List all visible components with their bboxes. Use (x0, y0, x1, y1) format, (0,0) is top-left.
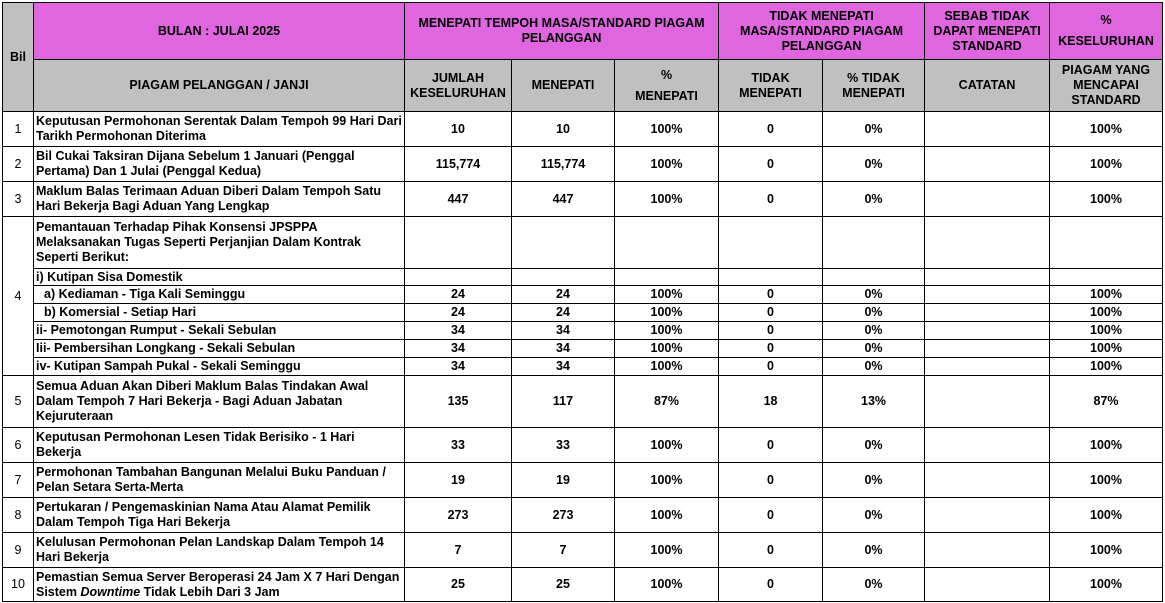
row-menepati: 273 (512, 498, 615, 533)
row-jumlah: 34 (405, 340, 512, 358)
row-menepati: 447 (512, 182, 615, 217)
table-row (3, 182, 1163, 217)
row-pct: 100% (615, 340, 719, 358)
row-desc: i) Kutipan Sisa Domestik (34, 269, 405, 286)
piagam-mencapai-header: PIAGAM YANG MENCAPAI STANDARD (1050, 60, 1163, 112)
row-desc: Semua Aduan Akan Diberi Maklum Balas Tindakan Awal Dalam Tempoh 7 Hari Bekerja - Bagi Aduan Jabatan Kejuruteraan (34, 376, 405, 428)
row-bil: 9 (3, 533, 34, 568)
row-tidak: 0 (719, 286, 823, 304)
keseluruhan-top-header: % KESELURUHAN (1050, 3, 1163, 60)
row-desc: a) Kediaman - Tiga Kali Seminggu (34, 286, 405, 304)
row-menepati: 34 (512, 358, 615, 376)
row-bil: 10 (3, 568, 34, 602)
row-bil: 2 (3, 147, 34, 182)
row-bil: 5 (3, 376, 34, 428)
row-menepati: 33 (512, 428, 615, 463)
row-menepati: 19 (512, 463, 615, 498)
row-pct: 100% (615, 286, 719, 304)
row-kesel: 100% (1050, 568, 1163, 602)
row-desc: Pertukaran / Pengemaskinian Nama Atau Alamat Pemilik Dalam Tempoh Tiga Hari Bekerja (34, 498, 405, 533)
table-row (3, 147, 1163, 182)
row-kesel: 100% (1050, 286, 1163, 304)
row-pct-tidak: 0% (823, 533, 925, 568)
sebab-header: SEBAB TIDAK DAPAT MENEPATI STANDARD (925, 3, 1050, 60)
row-bil: 8 (3, 498, 34, 533)
row-jumlah: 7 (405, 533, 512, 568)
tidak-menepati-header: TIDAK MENEPATI (719, 60, 823, 112)
row-pct-tidak: 0% (823, 340, 925, 358)
row-jumlah: 34 (405, 322, 512, 340)
row-jumlah: 135 (405, 376, 512, 428)
pct-menepati-header: % MENEPATI (615, 60, 719, 112)
row-pct: 100% (615, 182, 719, 217)
row-desc: Kelulusan Permohonan Pelan Landskap Dalam Tempoh 14 Hari Bekerja (34, 533, 405, 568)
row-kesel: 100% (1050, 304, 1163, 322)
row-bil: 6 (3, 428, 34, 463)
row-jumlah: 10 (405, 112, 512, 147)
row-kesel: 100% (1050, 112, 1163, 147)
row-catatan (925, 498, 1050, 533)
row-tidak: 0 (719, 112, 823, 147)
row-pct-tidak: 0% (823, 498, 925, 533)
table-row (3, 340, 1163, 358)
row-pct: 100% (615, 304, 719, 322)
table-row (3, 498, 1163, 533)
row-tidak: 18 (719, 376, 823, 428)
table-row (3, 304, 1163, 322)
row-menepati: 115,774 (512, 147, 615, 182)
row-menepati: 34 (512, 322, 615, 340)
row-pct: 100% (615, 358, 719, 376)
row-pct-tidak: 0% (823, 568, 925, 602)
row-bil: 4 (3, 217, 34, 376)
menepati-group-header: MENEPATI TEMPOH MASA/STANDARD PIAGAM PELANGGAN (405, 3, 719, 60)
table-row (3, 463, 1163, 498)
row-catatan (925, 463, 1050, 498)
row-kesel: 100% (1050, 358, 1163, 376)
row-pct: 100% (615, 428, 719, 463)
row-menepati: 25 (512, 568, 615, 602)
row-menepati: 7 (512, 533, 615, 568)
table-row (3, 112, 1163, 147)
row-desc: Permohonan Tambahan Bangunan Melalui Buku Panduan / Pelan Setara Serta-Merta (34, 463, 405, 498)
row-pct-tidak: 0% (823, 304, 925, 322)
row-desc: Maklum Balas Terimaan Aduan Diberi Dalam Tempoh Satu Hari Bekerja Bagi Aduan Yang Lengkap (34, 182, 405, 217)
row-jumlah: 273 (405, 498, 512, 533)
table-row (3, 358, 1163, 376)
row-kesel: 100% (1050, 463, 1163, 498)
row-kesel: 100% (1050, 498, 1163, 533)
piagam-header: PIAGAM PELANGGAN / JANJI (34, 60, 405, 112)
row-pct: 87% (615, 376, 719, 428)
row-pct-tidak: 0% (823, 286, 925, 304)
row-jumlah: 24 (405, 286, 512, 304)
row-tidak: 0 (719, 182, 823, 217)
table-row (3, 568, 1163, 602)
menepati-header: MENEPATI (512, 60, 615, 112)
row-desc: Iii- Pembersihan Longkang - Sekali Sebulan (34, 340, 405, 358)
row-desc: Keputusan Permohonan Lesen Tidak Berisiko - 1 Hari Bekerja (34, 428, 405, 463)
row-desc: Pemantauan Terhadap Pihak Konsensi JPSPPA Melaksanakan Tugas Seperti Perjanjian Dalam Kontrak Seperti Berikut: (34, 217, 405, 269)
row-tidak: 0 (719, 568, 823, 602)
row-tidak: 0 (719, 340, 823, 358)
row-jumlah: 19 (405, 463, 512, 498)
table-row (3, 533, 1163, 568)
piagam-table (2, 2, 1163, 602)
row-catatan (925, 182, 1050, 217)
row-menepati: 24 (512, 286, 615, 304)
row-pct: 100% (615, 533, 719, 568)
row-kesel: 87% (1050, 376, 1163, 428)
row-menepati: 34 (512, 340, 615, 358)
row-pct-tidak: 0% (823, 182, 925, 217)
table-row (3, 322, 1163, 340)
row-pct-tidak: 0% (823, 112, 925, 147)
row-pct-tidak: 0% (823, 322, 925, 340)
row-catatan (925, 533, 1050, 568)
row-menepati: 117 (512, 376, 615, 428)
row-kesel: 100% (1050, 428, 1163, 463)
row-pct-tidak: 0% (823, 358, 925, 376)
table-row (3, 376, 1163, 428)
row-kesel: 100% (1050, 182, 1163, 217)
row-tidak: 0 (719, 498, 823, 533)
row-pct: 100% (615, 147, 719, 182)
row-jumlah: 115,774 (405, 147, 512, 182)
row-pct: 100% (615, 112, 719, 147)
row-catatan (925, 376, 1050, 428)
row-catatan (925, 568, 1050, 602)
row-tidak: 0 (719, 147, 823, 182)
row-kesel: 100% (1050, 147, 1163, 182)
row-desc: Keputusan Permohonan Serentak Dalam Tempoh 99 Hari Dari Tarikh Permohonan Diterima (34, 112, 405, 147)
bulan-header: BULAN : JULAI 2025 (34, 3, 405, 60)
table-row (3, 269, 1163, 286)
row-pct-tidak: 0% (823, 463, 925, 498)
table-row (3, 217, 1163, 269)
row-pct-tidak: 0% (823, 428, 925, 463)
row-pct: 100% (615, 568, 719, 602)
catatan-header: CATATAN (925, 60, 1050, 112)
table-row (3, 428, 1163, 463)
row-jumlah: 24 (405, 304, 512, 322)
row-bil: 7 (3, 463, 34, 498)
bil-header: Bil (3, 3, 34, 112)
table-row (3, 286, 1163, 304)
row-bil: 3 (3, 182, 34, 217)
row-catatan (925, 147, 1050, 182)
row-menepati: 24 (512, 304, 615, 322)
row-jumlah: 25 (405, 568, 512, 602)
row-kesel: 100% (1050, 533, 1163, 568)
row-desc: iv- Kutipan Sampah Pukal - Sekali Seminggu (34, 358, 405, 376)
row-pct: 100% (615, 498, 719, 533)
row-bil: 1 (3, 112, 34, 147)
tidak-menepati-group-header: TIDAK MENEPATI MASA/STANDARD PIAGAM PELANGGAN (719, 3, 925, 60)
row-tidak: 0 (719, 533, 823, 568)
row-desc: Bil Cukai Taksiran Dijana Sebelum 1 Januari (Penggal Pertama) Dan 1 Julai (Penggal Kedua) (34, 147, 405, 182)
row-menepati: 10 (512, 112, 615, 147)
row-tidak: 0 (719, 304, 823, 322)
pct-tidak-header: % TIDAK MENEPATI (823, 60, 925, 112)
jumlah-header: JUMLAH KESELURUHAN (405, 60, 512, 112)
row-pct: 100% (615, 322, 719, 340)
row-pct-tidak: 13% (823, 376, 925, 428)
row-catatan (925, 428, 1050, 463)
row-tidak: 0 (719, 358, 823, 376)
row-jumlah: 34 (405, 358, 512, 376)
row-desc: b) Komersial - Setiap Hari (34, 304, 405, 322)
row-jumlah: 33 (405, 428, 512, 463)
row-tidak: 0 (719, 322, 823, 340)
row-jumlah: 447 (405, 182, 512, 217)
row-desc: Pemastian Semua Server Beroperasi 24 Jam X 7 Hari Dengan Sistem Downtime Tidak Lebih Dari 3 Jam (34, 568, 405, 602)
row-kesel: 100% (1050, 340, 1163, 358)
row-desc: ii- Pemotongan Rumput - Sekali Sebulan (34, 322, 405, 340)
row-tidak: 0 (719, 428, 823, 463)
row-tidak: 0 (719, 463, 823, 498)
row-pct-tidak: 0% (823, 147, 925, 182)
row-catatan (925, 112, 1050, 147)
row-kesel: 100% (1050, 322, 1163, 340)
row-pct: 100% (615, 463, 719, 498)
